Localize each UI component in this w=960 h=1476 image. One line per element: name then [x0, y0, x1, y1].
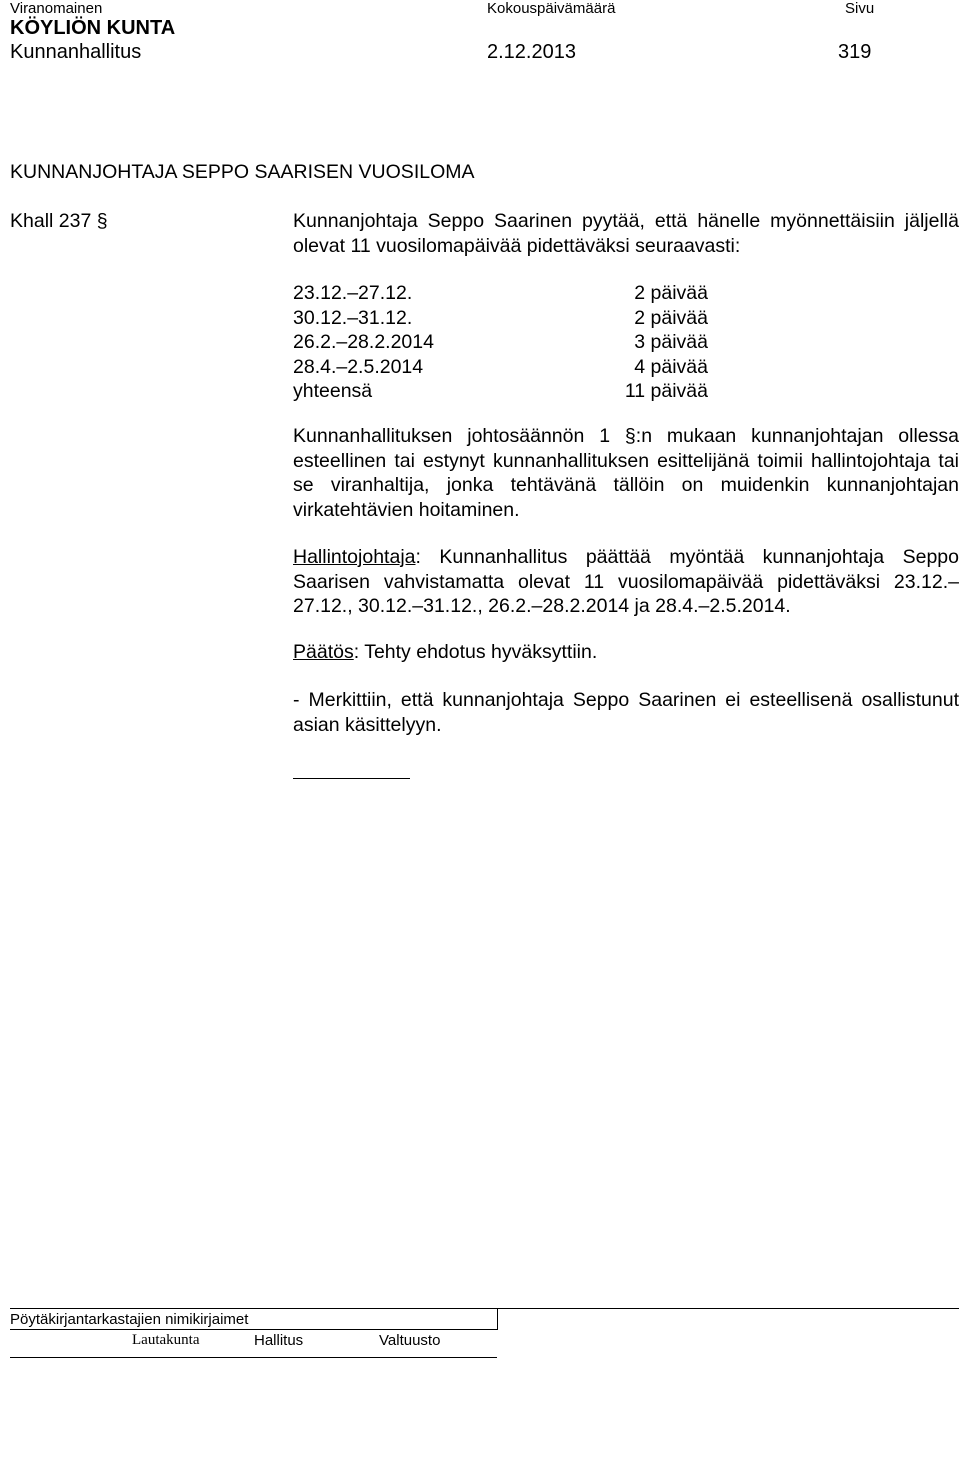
- proposal-text: : Kunnanhallitus päättää myöntää kunnanjohtaja Seppo Saarisen vahvistamatta olevat 11 vuosilomapäivää pidettäväksi 23.12.–27.12., 30.12.–31.12., 26.2.–28.2.2014 ja 28.4.–2.5.2014.: [293, 546, 959, 617]
- leave-row: [293, 330, 708, 355]
- leave-days: 4 päivää: [634, 355, 708, 378]
- rule-paragraph: Kunnanhallituksen johtosäännön 1 §:n mukaan kunnanjohtajan ollessa esteellinen tai estynyt kunnanhallituksen esittelijänä toimii hallintojohtaja tai se viranhaltija, jonka tehtävänä tällöin on muidenkin kunnanjohtajan virkatehtävien hoitaminen.: [293, 425, 959, 521]
- header-date: 2.12.2013: [487, 41, 576, 63]
- intro-paragraph: Kunnanjohtaja Seppo Saarinen pyytää, että hänelle myönnettäisiin jäljellä olevat 11 vuosilomapäivää pidettäväksi seuraavasti:: [293, 210, 959, 257]
- footer-top-rule: [10, 1308, 959, 1309]
- footer-title: Pöytäkirjantarkastajien nimikirjaimet: [10, 1311, 249, 1328]
- leave-period: 30.12.–31.12.: [293, 306, 413, 329]
- leave-days: 2 päivää: [634, 282, 708, 304]
- footer-mid-rule: [10, 1329, 497, 1330]
- leave-row: [293, 306, 708, 331]
- header-label-page: Sivu: [845, 0, 875, 17]
- header-page-number: 319: [838, 41, 872, 63]
- header-label-date: Kokouspäivämäärä: [487, 0, 616, 17]
- municipality-name: KÖYLIÖN KUNTA: [10, 17, 176, 39]
- leave-total-days: 11 päivää: [624, 380, 708, 402]
- footer-col-board: Lautakunta: [132, 1332, 200, 1348]
- page-title: KUNNANJOHTAJA SEPPO SAARISEN VUOSILOMA: [10, 161, 475, 183]
- leave-period: 23.12.–27.12.: [293, 282, 413, 304]
- leave-row: [293, 355, 708, 380]
- proposal-paragraph: [293, 545, 959, 619]
- header-label-authority: Viranomainen: [10, 0, 103, 17]
- leave-row: [293, 281, 708, 306]
- leave-total-label: yhteensä: [293, 380, 373, 402]
- note-paragraph: - Merkittiin, että kunnanjohtaja Seppo Saarinen ei esteellisenä osallistunut asian käsittelyyn.: [293, 689, 959, 736]
- leave-period: 28.4.–2.5.2014: [293, 355, 424, 378]
- leave-table: [293, 281, 708, 404]
- section-reference: Khall 237 §: [10, 210, 108, 232]
- end-rule: [293, 778, 410, 779]
- footer-col-council: Valtuusto: [379, 1332, 441, 1349]
- header-authority: Kunnanhallitus: [10, 41, 142, 63]
- leave-period: 26.2.–28.2.2014: [293, 331, 434, 353]
- leave-days: 3 päivää: [634, 331, 708, 353]
- leave-days: 2 päivää: [634, 306, 708, 329]
- footer-divider: [497, 1309, 498, 1330]
- decision-text: : Tehty ehdotus hyväksyttiin.: [353, 641, 598, 663]
- footer-col-government: Hallitus: [254, 1332, 304, 1349]
- leave-total-row: [293, 379, 708, 404]
- decision-label: Päätös: [293, 641, 354, 663]
- proposal-label: Hallintojohtaja: [293, 546, 416, 568]
- footer-bottom-rule: [10, 1357, 497, 1358]
- decision-paragraph: [293, 640, 959, 665]
